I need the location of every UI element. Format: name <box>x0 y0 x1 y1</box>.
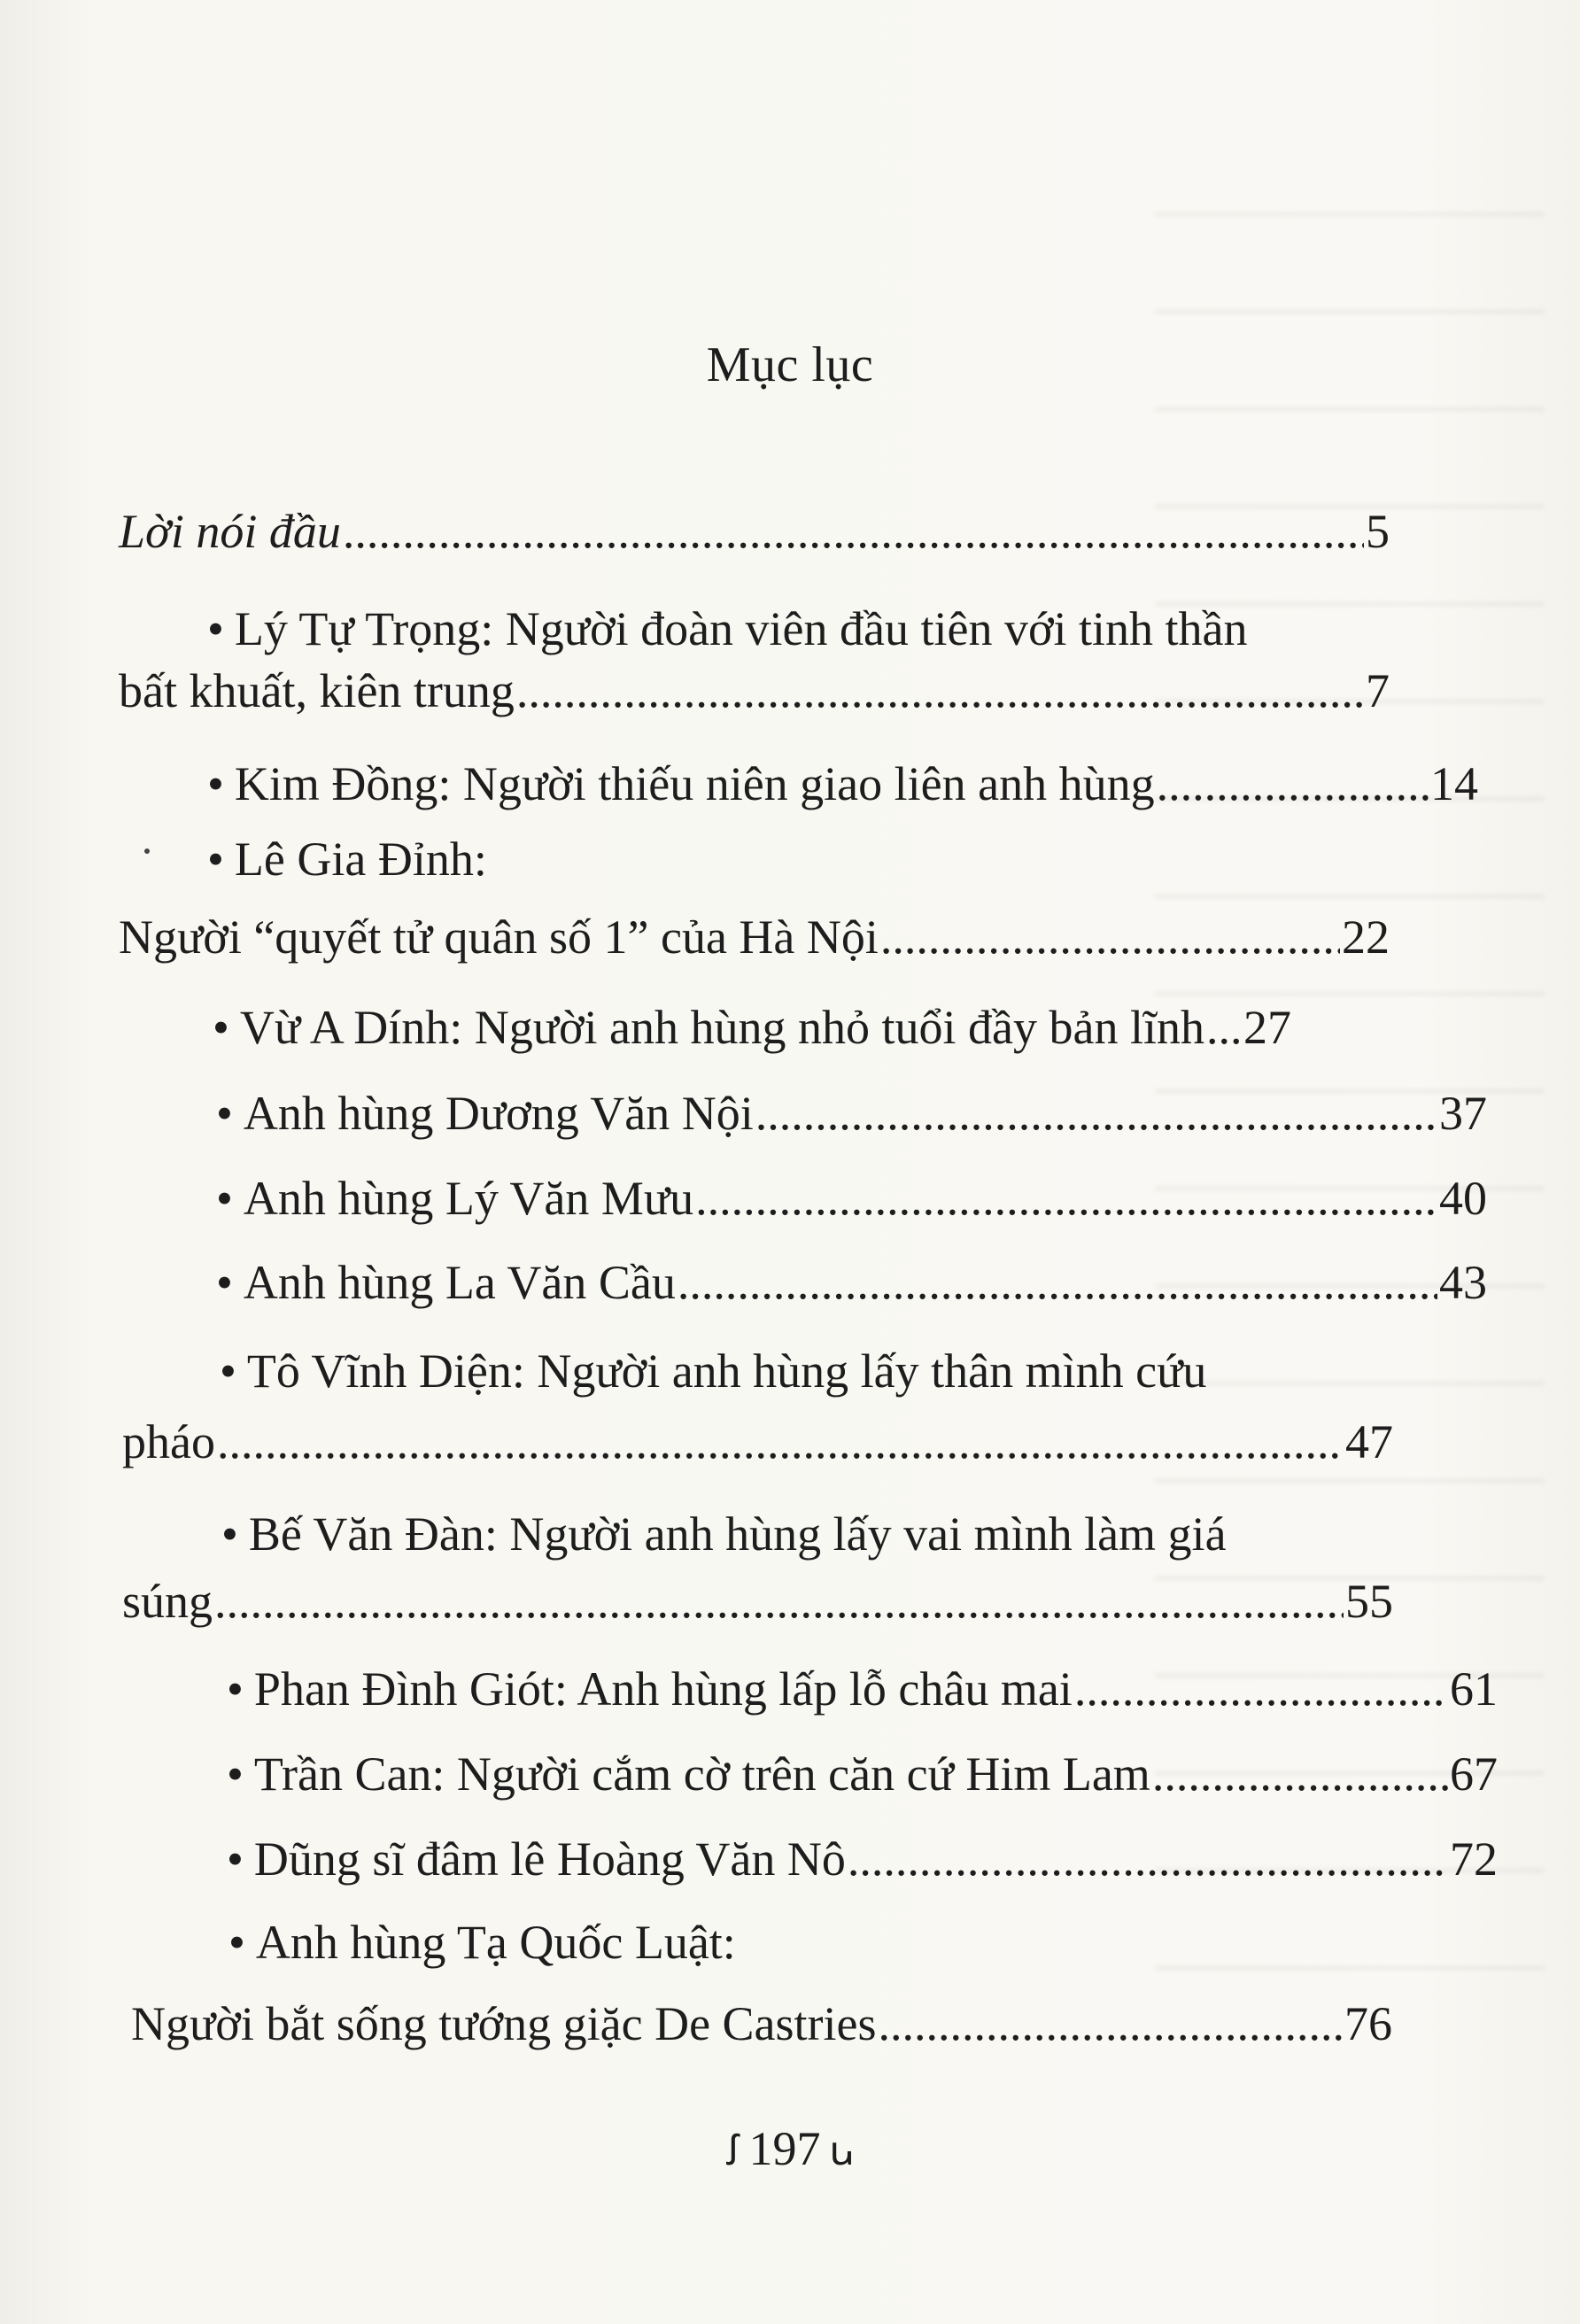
toc-entry <box>119 598 1390 722</box>
leader-dots <box>1152 1743 1448 1805</box>
toc-entry-label-cont: súng <box>122 1575 213 1628</box>
toc-entry-label: • Anh hùng La Văn Cầu <box>216 1251 676 1313</box>
toc-entry <box>119 828 1390 968</box>
toc-entry-label-cont: Người “quyết tử quân số 1” của Hà Nội <box>119 910 879 964</box>
leader-dots <box>516 660 1364 722</box>
toc-entry-label: Bế Văn Đàn: Người anh hùng lấy vai mình làm giá <box>248 1507 1227 1561</box>
bullet-icon: • <box>220 1344 236 1398</box>
leader-dots <box>343 500 1364 562</box>
bullet-icon: • <box>227 1662 244 1716</box>
toc-entry-label: • Vừ A Dính: Người anh hùng nhỏ tuổi đầy bản lĩnh <box>213 996 1204 1058</box>
toc-page-number: 22 <box>1342 910 1390 964</box>
toc-entry <box>119 996 1390 1058</box>
toc-entry <box>119 1167 1487 1229</box>
leader-dots <box>880 906 1340 968</box>
toc-page-number: 14 <box>1430 757 1478 810</box>
page-footer <box>0 2121 1580 2177</box>
toc-entry <box>122 1340 1393 1473</box>
toc-page-number: 5 <box>1366 505 1390 558</box>
leader-dots <box>879 1993 1343 2055</box>
toc-entry <box>122 1503 1393 1632</box>
toc-entry-label: • Trần Can: Người cắm cờ trên căn cứ Him Lam <box>227 1743 1150 1805</box>
toc-entry-label: • Anh hùng Lý Văn Mưu <box>216 1167 693 1229</box>
toc-entry-label: • Anh hùng Dương Văn Nội <box>216 1082 754 1144</box>
toc-entry-label: • Kim Đồng: Người thiếu niên giao liên anh hùng <box>207 753 1155 815</box>
toc-entry-label: Lời nói đầu <box>119 505 341 558</box>
toc-entry-preface <box>119 500 1390 562</box>
toc-page-number: 27 <box>1243 1001 1291 1054</box>
toc-page-number: 72 <box>1450 1832 1498 1886</box>
bullet-icon: • <box>213 1001 229 1054</box>
toc-entry-label: • Dũng sĩ đâm lê Hoàng Văn Nô <box>227 1828 846 1890</box>
bullet-icon: • <box>227 1832 244 1886</box>
toc-entry <box>119 1251 1487 1313</box>
toc-page-number: 76 <box>1344 1997 1392 2050</box>
toc-entry-label-cont: bất khuất, kiên trung <box>119 664 515 717</box>
toc-entry <box>124 1658 1498 1720</box>
toc-entry-label: Lý Tự Trọng: Người đoàn viên đầu tiên với tinh thần <box>234 602 1248 655</box>
toc-page-number: 55 <box>1345 1575 1393 1628</box>
toc-entry-label: Lê Gia Đỉnh: <box>234 833 487 886</box>
page-title: Mục lục <box>706 337 874 392</box>
bullet-icon: • <box>216 1256 233 1309</box>
toc-page-number: 37 <box>1439 1087 1487 1140</box>
toc-entry <box>119 753 1478 815</box>
leader-dots <box>214 1570 1344 1632</box>
toc-page-number: 7 <box>1366 664 1390 717</box>
toc-entry-label: • Phan Đình Giót: Anh hùng lấp lỗ châu mai <box>227 1658 1073 1720</box>
toc-entry-label: Tô Vĩnh Diện: Người anh hùng lấy thân mình cứu <box>246 1344 1207 1398</box>
bullet-icon: • <box>207 757 224 810</box>
leader-dots <box>695 1167 1437 1229</box>
bullet-icon: • <box>228 1916 245 1969</box>
ornament-left-icon: ꭍ <box>725 2128 740 2173</box>
toc-page-number: 47 <box>1345 1415 1393 1468</box>
leader-dots <box>678 1251 1437 1313</box>
bullet-icon: • <box>207 602 224 655</box>
leader-dots <box>217 1411 1344 1473</box>
leader-dots <box>755 1082 1437 1144</box>
toc-entry <box>119 1082 1487 1144</box>
bullet-icon: • <box>227 1747 244 1801</box>
bullet-icon: • <box>216 1087 233 1140</box>
leader-dots <box>848 1828 1448 1890</box>
toc-page-number: 67 <box>1450 1747 1498 1801</box>
toc-entry-label: Anh hùng Tạ Quốc Luật: <box>255 1916 736 1969</box>
leader-dots <box>1157 753 1429 815</box>
toc-entry-label-cont: pháo <box>122 1415 215 1468</box>
toc-entry-line1 <box>119 598 1390 660</box>
toc-entry <box>124 1828 1498 1890</box>
ornament-right-icon: ꭎ <box>829 2128 855 2173</box>
toc-entry <box>124 1743 1498 1805</box>
toc-page-number: 40 <box>1439 1172 1487 1225</box>
toc-entry-label-cont: Người bắt sống tướng giặc De Castries <box>131 1997 877 2050</box>
bullet-icon: • <box>207 833 224 886</box>
bullet-icon: • <box>216 1172 233 1225</box>
leader-dots <box>1074 1658 1448 1720</box>
toc-page-number: 43 <box>1439 1256 1487 1309</box>
toc-page-number: 61 <box>1450 1662 1498 1716</box>
leader-dots <box>1206 996 1242 1058</box>
bullet-icon: • <box>221 1507 238 1561</box>
toc-entry <box>131 1911 1392 2055</box>
page-number: 197 <box>748 2122 821 2175</box>
